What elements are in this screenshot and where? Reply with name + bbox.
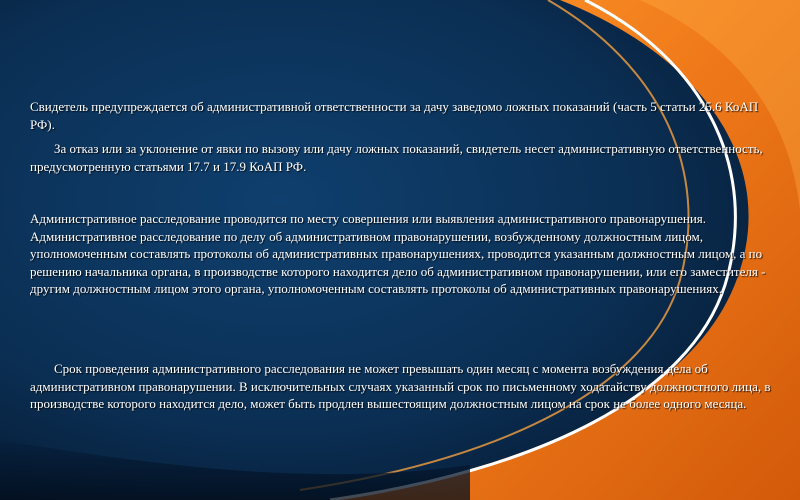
paragraph-investigation-place: Административное расследование проводится по месту совершения или выявления административного правонарушения. Административное расследование по делу об административном правонарушении, возбужденному должностным лицом, уполномоченным составлять протоколы об административных правонарушениях, проводится указанным должностным лицом, а по решению начальника органа, в производстве которого находится дело об административном правонарушении, или его заместителя - другим должностным лицом этого органа, уполномоченным составлять протоколы об административных правонарушениях. — [30, 211, 766, 296]
paragraph-refusal-liability: За отказ или за уклонение от явки по вызову или дачу ложных показаний, свидетель несет административную ответственность, предусмотренную статьями 17.7 и 17.9 КоАП РФ. — [30, 141, 763, 174]
paragraph-witness-warning: Свидетель предупреждается об административной ответственности за дачу заведомо ложных показаний (часть 5 статьи 25.6 КоАП РФ). — [30, 99, 759, 132]
paragraph-investigation-term: Срок проведения административного расследования не может превышать один месяц с момента возбуждения дела об административном правонарушении. В исключительных случаях указанный срок по письменному ходатайству должностного лица, в производстве которого находится дело, может быть продлен вышестоящим должностным лицом на срок не более одного месяца. — [30, 361, 771, 411]
